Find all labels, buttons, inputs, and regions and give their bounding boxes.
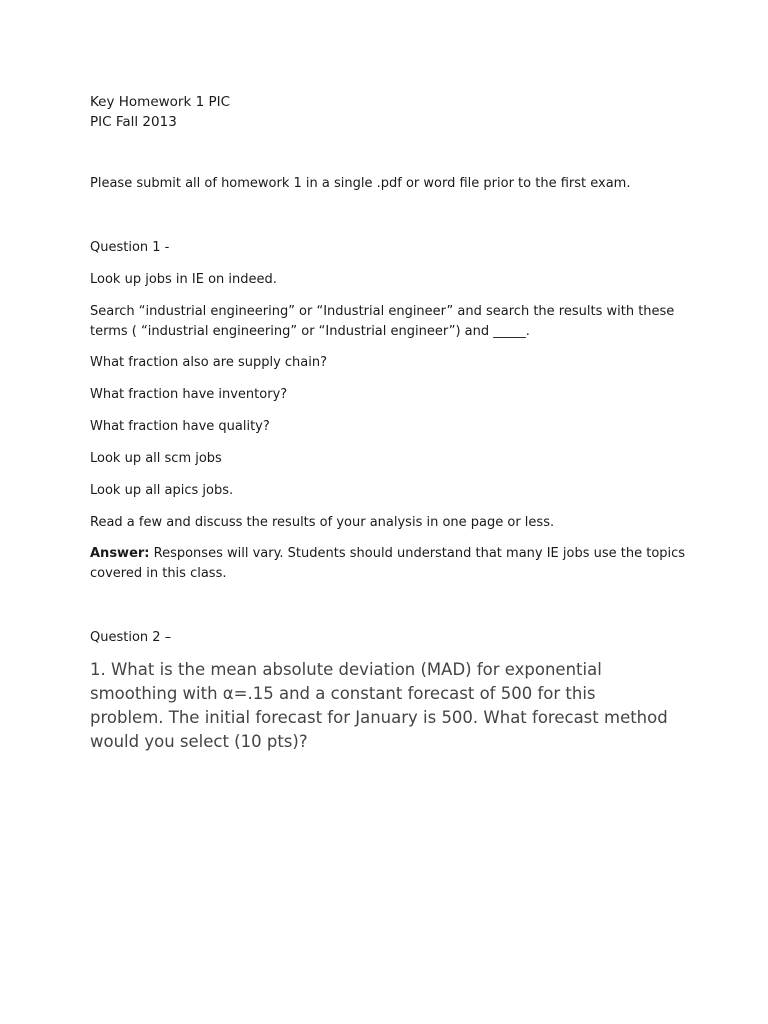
question-1-line-5: What fraction have quality?	[90, 419, 270, 434]
question-1-line-4: What fraction have inventory?	[90, 387, 288, 402]
question-1-heading: Question 1 -	[90, 240, 170, 255]
answer-text: Responses will vary. Students should understand that many IE jobs use the topics covered in this class.	[90, 546, 686, 581]
question-1-line-8: Read a few and discuss the results of your analysis in one page or less.	[90, 515, 555, 530]
question-1-line-1: Look up jobs in IE on indeed.	[90, 272, 277, 287]
question-1-line-6: Look up all scm jobs	[90, 451, 222, 466]
question-1-answer	[90, 544, 690, 583]
answer-label: Answer:	[90, 546, 150, 561]
question-2-heading: Question 2 –	[90, 630, 172, 645]
document-title	[90, 92, 230, 132]
question-1-line-2: Search “industrial engineering” or “Industrial engineer” and search the results with these terms ( “industrial engineering” or “Industrial engineer”) and _____.	[90, 304, 675, 339]
intro-instructions: Please submit all of homework 1 in a single .pdf or word file prior to the first exam.	[90, 176, 631, 191]
question-1-line-7: Look up all apics jobs.	[90, 483, 234, 498]
question-2-problem: 1. What is the mean absolute deviation (MAD) for exponential smoothing with α=.15 and a constant forecast of 500 for this problem. The initial forecast for January is 500. What forecast method would you select (10 pts)?	[90, 660, 668, 751]
question-1-line-3: What fraction also are supply chain?	[90, 355, 328, 370]
title-line-2: PIC Fall 2013	[90, 114, 177, 130]
title-line-1: Key Homework 1 PIC	[90, 94, 231, 110]
